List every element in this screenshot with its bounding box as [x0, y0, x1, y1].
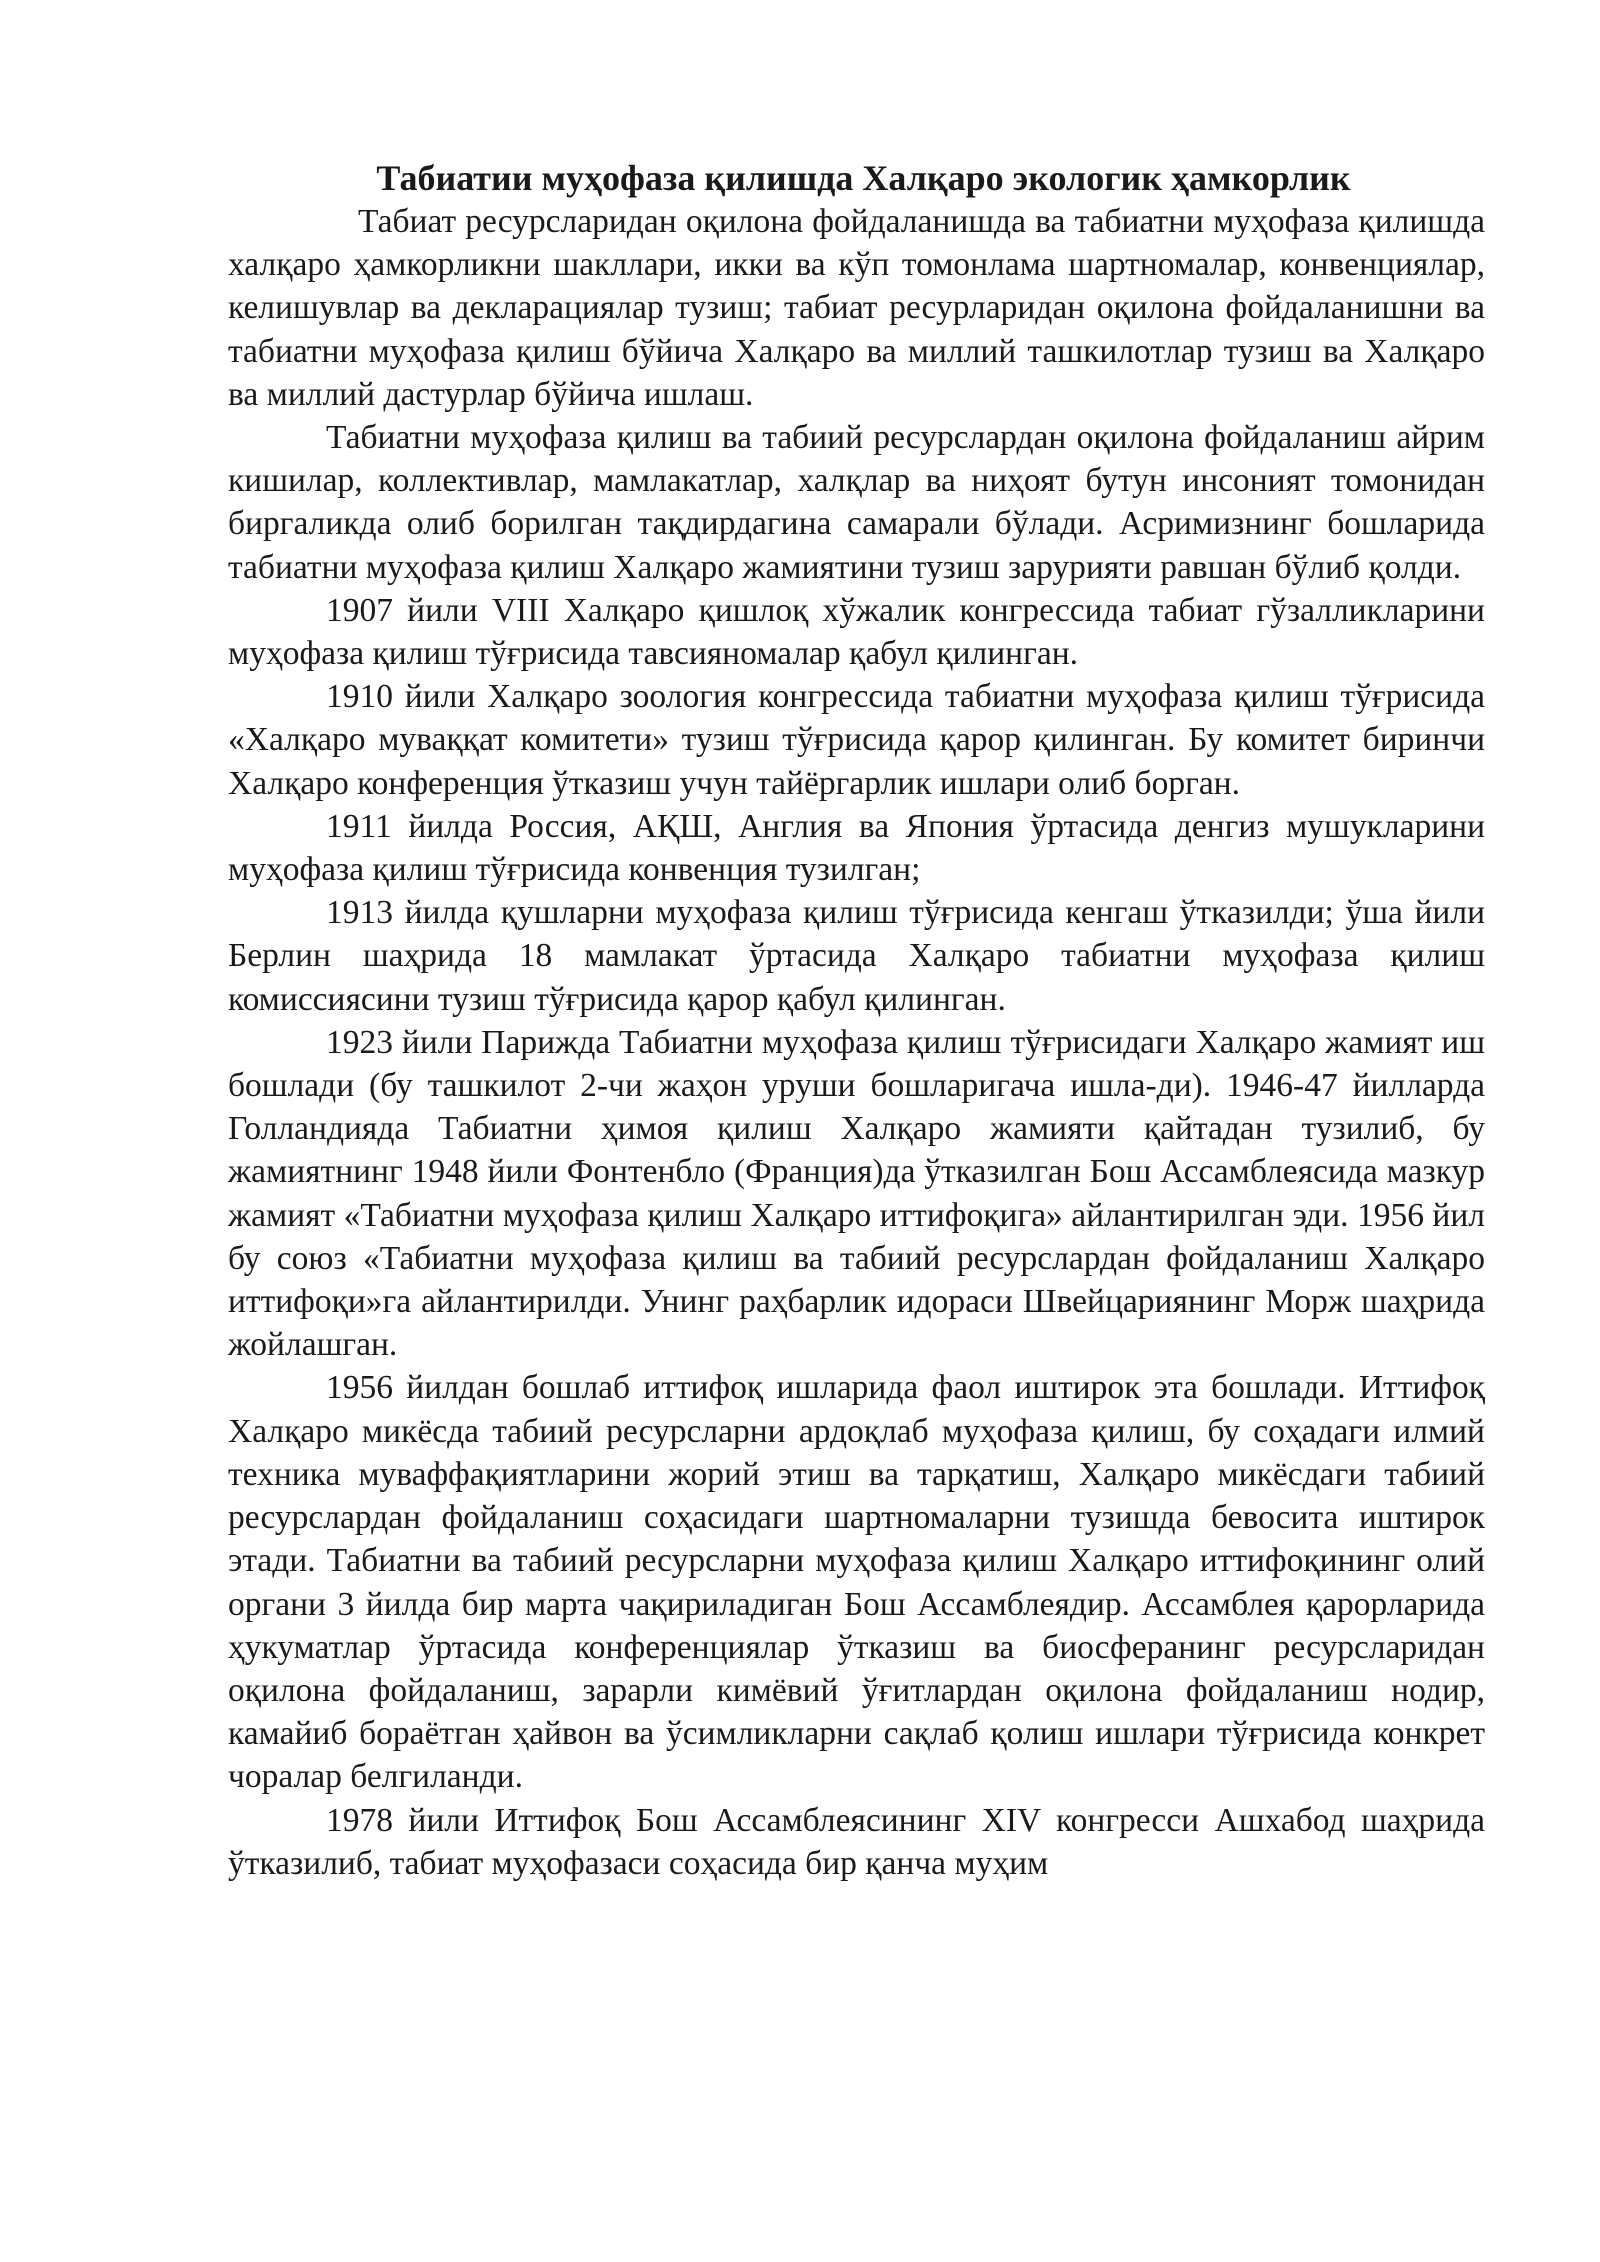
paragraph: 1913 йилда қушларни муҳофаза қилиш тўғрисида кенгаш ўтказилди; ўша йили Берлин шаҳрида 18 мамлакат ўртасида Халқаро табиатни муҳофаза қилиш комиссиясини тузиш тўғрисида қарор қабул қилинган.: [228, 894, 1485, 1018]
paragraph: Табиат ресурсларидан оқилона фойдаланишда ва табиатни муҳофаза қилишда халқаро ҳамкорликни шакллари, икки ва кўп томонлама шартномалар, конвенциялар, келишувлар ва декларациялар тузиш; табиат ресурларидан оқилона фойдаланишни ва табиатни муҳофаза қилиш бўйича Халқаро ва миллий ташкилотлар тузиш ва Халқаро ва миллий дастурлар бўйича ишлаш.: [228, 203, 1485, 413]
paragraph: 1910 йили Халқаро зоология конгрессида табиатни муҳофаза қилиш тўғрисида «Халқаро муваққат комитети» тузиш тўғрисида қарор қилинган. Бу комитет биринчи Халқаро конференция ўтказиш учун тайёргарлик ишлари олиб борган.: [228, 678, 1485, 802]
document-title: Табиатии муҳофаза қилишда Халқаро экологик ҳамкорлик: [376, 158, 1351, 198]
paragraph: 1911 йилда Россия, АҚШ, Англия ва Япония ўртасида денгиз мушукларини муҳофаза қилиш тўғрисида конвенция тузилган;: [228, 807, 1485, 889]
paragraph: 1978 йили Иттифоқ Бош Ассамблеясининг XIV конгресси Ашхабод шаҳрида ўтказилиб, табиат муҳофазаси соҳасида бир қанча муҳим: [228, 1801, 1485, 1882]
paragraph: 1907 йили VIII Халқаро қишлоқ хўжалик конгрессида табиат гўзалликларини муҳофаза қилиш тўғрисида тавсияномалар қабул қилинган.: [228, 591, 1485, 673]
paragraph: Табиатни муҳофаза қилиш ва табиий ресурслардан оқилона фойдаланиш айрим кишилар, коллективлар, мамлакатлар, халқлар ва ниҳоят бутун инсоният томонидан биргаликда олиб борилган тақдирдагина самарали бўлади. Асримизнинг бошларида табиатни муҳофаза қилиш Халқаро жамиятини тузиш зарурияти равшан бўлиб қолди.: [228, 419, 1485, 586]
paragraph: 1923 йили Парижда Табиатни муҳофаза қилиш тўғрисидаги Халқаро жамият иш бошлади (бу ташкилот 2-чи жаҳон уруши бошларигача ишла-ди). 1946-47 йилларда Голландияда Табиатни ҳимоя қилиш Халқаро жамияти қайтадан тузилиб, бу жамиятнинг 1948 йили Фонтенбло (Франция)да ўтказилган Бош Ассамблеясида мазкур жамият «Табиатни муҳофаза қилиш Халқаро иттифоқига» айлантирилган эди. 1956 йил бу союз «Табиатни муҳофаза қилиш ва табиий ресурслардан фойдаланиш Халқаро иттифоқи»га айлантирилди. Унинг раҳбарлик идораси Швейцариянинг Морж шаҳрида жойлашган.: [228, 1023, 1485, 1364]
paragraph: 1956 йилдан бошлаб иттифоқ ишларида фаол иштирок эта бошлади. Иттифоқ Халқаро микёсда табиий ресурсларни ардоқлаб муҳофаза қилиш, бу соҳадаги илмий техника муваффақиятларини жорий этиш ва тарқатиш, Халқаро микёсдаги табиий ресурслардан фойдаланиш соҳасидаги шартномаларни тузишда бевосита иштирок этади. Табиатни ва табиий ресурсларни муҳофаза қилиш Халқаро иттифоқининг олий органи 3 йилда бир марта чақириладиган Бош Ассамблеядир. Ассамблея қарорларида ҳукуматлар ўртасида конференциялар ўтказиш ва биосферанинг ресурсларидан оқилона фойдаланиш, зарарли кимёвий ўғитлардан оқилона фойдаланиш нодир, камайиб бораётган ҳайвон ва ўсимликларни сақлаб қолиш ишлари тўғрисида конкрет чоралар белгиланди.: [228, 1369, 1485, 1796]
document-page: [228, 156, 1485, 1885]
